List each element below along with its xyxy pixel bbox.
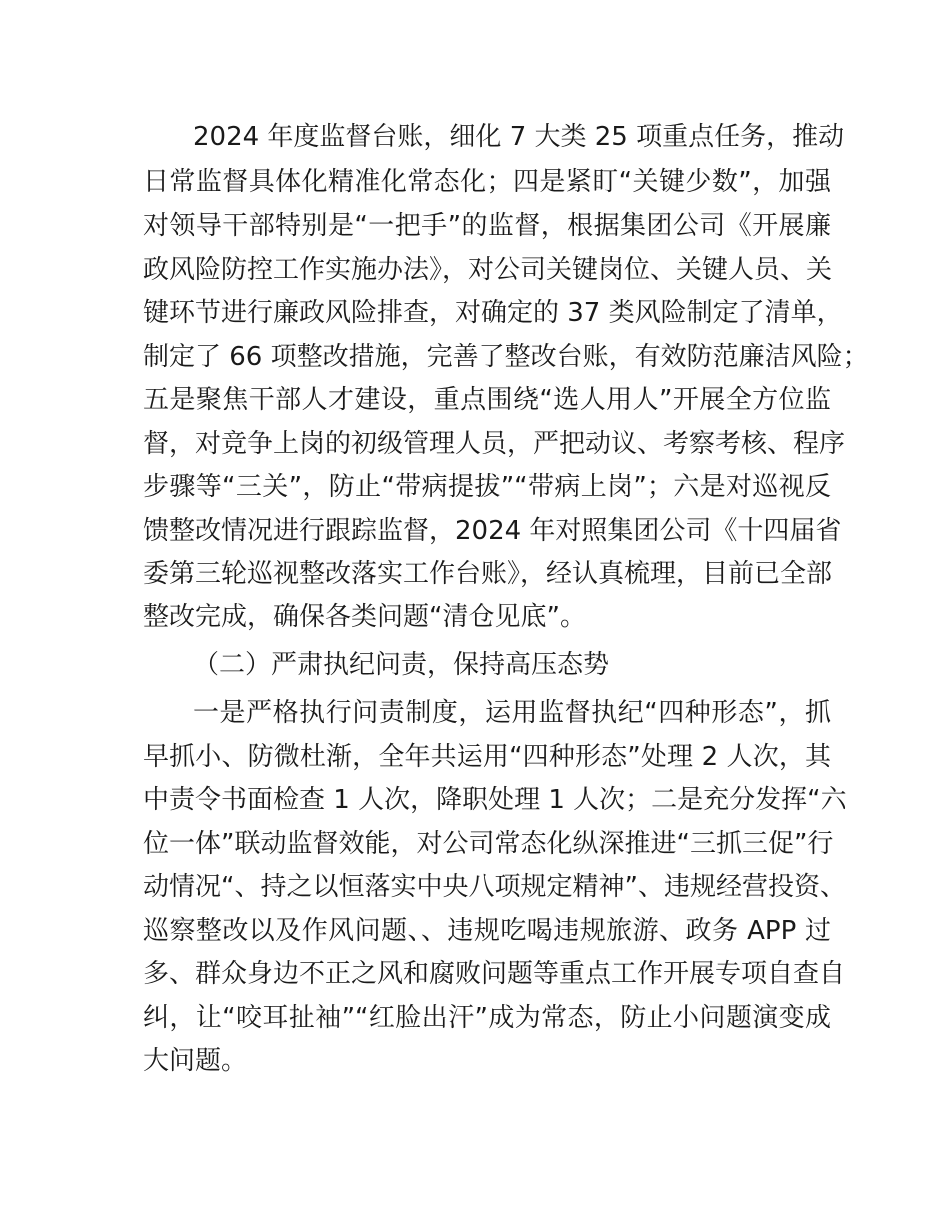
text-line: 政风险防控工作实施办法》，对公司关键岗位、关键人员、关 — [143, 255, 833, 285]
text-line: 巡察整改以及作风问题、、违规吃喝违规旅游、政务 APP 过 — [143, 916, 831, 946]
text-line: 大问题。 — [143, 1046, 248, 1076]
text-line: 馈整改情况进行跟踪监督，2024 年对照集团公司《十四届省 — [143, 516, 842, 546]
text-line: 日常监督具体化精准化常态化；四是紧盯“关键少数”，加强 — [143, 167, 831, 197]
text-line: 纠，让“咬耳扯袖”“红脸出汗”成为常态，防止小问题演变成 — [143, 1003, 831, 1033]
text-line: 早抓小、防微杜渐，全年共运用“四种形态”处理 2 人次，其 — [143, 742, 831, 772]
text-line: 委第三轮巡视整改落实工作台账》，经认真梳理，目前已全部 — [143, 559, 833, 589]
text-line: 2024 年度监督台账，细化 7 大类 25 项重点任务，推动 — [193, 122, 845, 152]
text-line: 一是严格执行问责制度，运用监督执纪“四种形态”，抓 — [193, 698, 831, 728]
section-heading: （二）严肃执纪问责，保持高压态势 — [193, 650, 610, 680]
text-line: 键环节进行廉政风险排查，对确定的 37 类风险制定了清单， — [143, 298, 843, 328]
text-line: 督，对竞争上岗的初级管理人员，严把动议、考察考核、程序 — [143, 429, 846, 459]
text-line: 中责令书面检查 1 人次，降职处理 1 人次；二是充分发挥“六 — [143, 785, 847, 815]
text-line: 制定了 66 项整改措施，完善了整改台账，有效防范廉洁风险； — [143, 342, 869, 372]
text-line: 整改完成，确保各类问题“清仓见底”。 — [143, 602, 586, 632]
text-line: 对领导干部特别是“一把手”的监督，根据集团公司《开展廉 — [143, 211, 831, 241]
text-line: 动情况“、持之以恒落实中央八项规定精神”、违规经营投资、 — [143, 872, 846, 902]
text-line: 步骤等“三关”，防止“带病提拔”“带病上岗”；六是对巡视反 — [143, 472, 831, 502]
text-line: 多、群众身边不正之风和腐败问题等重点工作开展专项自查自 — [143, 959, 846, 989]
text-line: 五是聚焦干部人才建设，重点围绕“选人用人”开展全方位监 — [143, 385, 831, 415]
text-line: 位一体”联动监督效能，对公司常态化纵深推进“三抓三促”行 — [143, 829, 834, 859]
